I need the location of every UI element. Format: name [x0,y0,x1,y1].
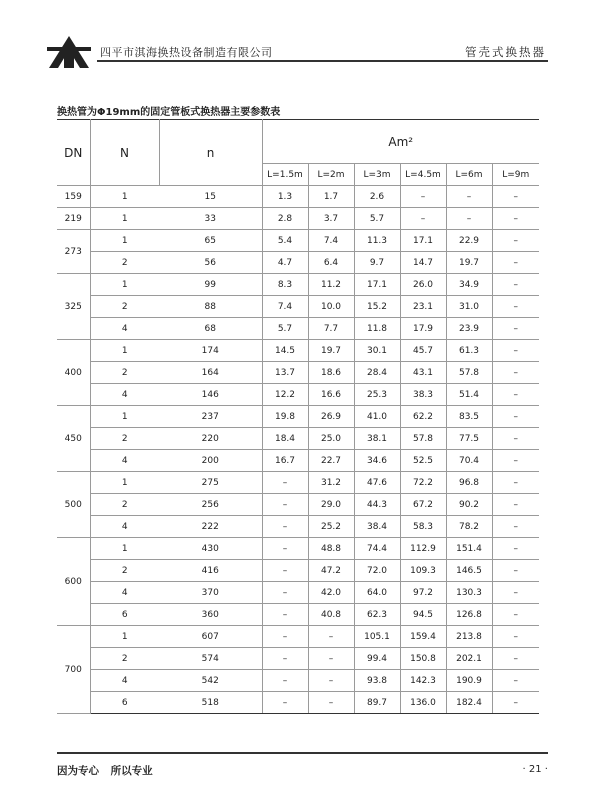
table-cell: 9.7 [354,252,400,274]
table-cell: 1 [90,186,159,208]
table-cell: 275 [159,472,262,494]
table-cell: 222 [159,516,262,538]
table-cell: 15 [159,186,262,208]
table-cell: 182.4 [446,692,492,714]
table-row [57,450,539,472]
table-cell: – [492,406,539,428]
table-cell: 19.8 [262,406,308,428]
table-cell: 2 [90,560,159,582]
table-cell: 1 [90,406,159,428]
table-row [57,384,539,406]
table-cell: 14.5 [262,340,308,362]
table-cell: – [492,538,539,560]
table-cell: 99 [159,274,262,296]
table-cell: – [400,186,446,208]
table-cell: 16.7 [262,450,308,472]
table-cell: – [492,604,539,626]
table-cell: 22.9 [446,230,492,252]
table-cell: 68 [159,318,262,340]
table-cell: 3.7 [308,208,354,230]
table-cell: 26.0 [400,274,446,296]
table-cell: 17.1 [400,230,446,252]
header-dn: DN [57,120,90,186]
header-n-tubes: n [159,120,262,186]
table-cell: 6.4 [308,252,354,274]
table-cell: 99.4 [354,648,400,670]
table-cell: – [400,208,446,230]
table-cell: 8.3 [262,274,308,296]
table-row [57,560,539,582]
table-row [57,626,539,648]
table-cell: 202.1 [446,648,492,670]
table-row [57,428,539,450]
table-cell: 7.7 [308,318,354,340]
table-cell: 2 [90,296,159,318]
header-area: Am² [262,120,539,164]
table-cell: 142.3 [400,670,446,692]
table-cell: – [492,230,539,252]
table-cell: 72.2 [400,472,446,494]
table-cell: 56 [159,252,262,274]
table-cell: 25.2 [308,516,354,538]
table-cell: 15.2 [354,296,400,318]
table-cell: 6 [90,692,159,714]
table-cell: 1.7 [308,186,354,208]
table-cell: 17.1 [354,274,400,296]
table-cell: 136.0 [400,692,446,714]
parameter-table [57,119,539,714]
company-logo [47,34,91,70]
table-cell: – [492,208,539,230]
table-cell: – [492,648,539,670]
dn-cell: 700 [57,626,90,714]
table-cell: – [492,296,539,318]
table-cell: – [446,186,492,208]
table-cell: 44.3 [354,494,400,516]
table-cell: 45.7 [400,340,446,362]
table-cell: 47.6 [354,472,400,494]
table-cell: 34.9 [446,274,492,296]
table-row [57,252,539,274]
table-cell: 220 [159,428,262,450]
table-cell: 25.0 [308,428,354,450]
table-cell: 42.0 [308,582,354,604]
table-cell: 38.3 [400,384,446,406]
table-cell: – [262,604,308,626]
table-cell: 190.9 [446,670,492,692]
table-cell: 12.2 [262,384,308,406]
table-cell: 17.9 [400,318,446,340]
table-cell: 22.7 [308,450,354,472]
table-cell: 7.4 [262,296,308,318]
table-cell: 164 [159,362,262,384]
table-cell: 52.5 [400,450,446,472]
table-cell: 41.0 [354,406,400,428]
header-n-passes: N [90,120,159,186]
table-cell: 25.3 [354,384,400,406]
table-cell: 2 [90,428,159,450]
table-cell: – [492,670,539,692]
dn-cell: 159 [57,186,90,208]
table-cell: – [262,516,308,538]
table-cell: – [492,252,539,274]
table-cell: – [492,318,539,340]
table-cell: 11.2 [308,274,354,296]
table-cell: 112.9 [400,538,446,560]
table-cell: 430 [159,538,262,560]
table-cell: 200 [159,450,262,472]
table-title: 换热管为Φ19mm的固定管板式换热器主要参数表 [57,107,281,118]
table-row [57,340,539,362]
table-cell: 61.3 [446,340,492,362]
table-cell: – [262,538,308,560]
table-cell: – [492,340,539,362]
table-row [57,274,539,296]
table-cell: 105.1 [354,626,400,648]
footer-rule [57,752,548,754]
table-cell: 19.7 [446,252,492,274]
table-cell: 18.6 [308,362,354,384]
table-cell: 416 [159,560,262,582]
table-row [57,318,539,340]
table-cell: 58.3 [400,516,446,538]
table-cell: – [492,472,539,494]
table-cell: 1.3 [262,186,308,208]
table-cell: 78.2 [446,516,492,538]
table-cell: – [262,560,308,582]
table-cell: 16.6 [308,384,354,406]
table-cell: 93.8 [354,670,400,692]
dn-cell: 325 [57,274,90,340]
table-cell: 94.5 [400,604,446,626]
table-cell: – [262,472,308,494]
table-cell: – [492,692,539,714]
table-row [57,406,539,428]
table-cell: 83.5 [446,406,492,428]
table-cell: 109.3 [400,560,446,582]
table-cell: 4 [90,670,159,692]
table-cell: 90.2 [446,494,492,516]
table-cell: 43.1 [400,362,446,384]
table-cell: 1 [90,208,159,230]
table-cell: – [492,362,539,384]
header-length: L=2m [308,164,354,186]
table-cell: 34.6 [354,450,400,472]
table-cell: 4 [90,516,159,538]
table-cell: 40.8 [308,604,354,626]
table-cell: 47.2 [308,560,354,582]
table-cell: – [492,450,539,472]
table-cell: 1 [90,538,159,560]
table-cell: 19.7 [308,340,354,362]
table-cell: 2 [90,252,159,274]
table-cell: 38.1 [354,428,400,450]
table-row [57,692,539,714]
table-cell: 74.4 [354,538,400,560]
table-cell: 51.4 [446,384,492,406]
table-cell: 1 [90,472,159,494]
table-cell: – [492,582,539,604]
dn-cell: 600 [57,538,90,626]
table-cell: 4 [90,384,159,406]
table-cell: 1 [90,340,159,362]
table-cell: – [308,626,354,648]
table-cell: 237 [159,406,262,428]
table-cell: 4.7 [262,252,308,274]
table-cell: 542 [159,670,262,692]
table-row [57,494,539,516]
table-cell: 62.2 [400,406,446,428]
table-cell: 31.2 [308,472,354,494]
table-cell: – [308,648,354,670]
table-cell: 77.5 [446,428,492,450]
parameter-table-container [57,119,539,714]
table-cell: 65 [159,230,262,252]
table-cell: 67.2 [400,494,446,516]
table-cell: 2.6 [354,186,400,208]
table-cell: 28.4 [354,362,400,384]
table-cell: 11.8 [354,318,400,340]
table-cell: 14.7 [400,252,446,274]
table-cell: 146 [159,384,262,406]
table-cell: 146.5 [446,560,492,582]
table-cell: 130.3 [446,582,492,604]
table-cell: 70.4 [446,450,492,472]
header-length: L=3m [354,164,400,186]
table-cell: 6 [90,604,159,626]
table-cell: – [492,494,539,516]
table-cell: – [492,626,539,648]
table-row [57,582,539,604]
table-cell: 89.7 [354,692,400,714]
table-cell: 370 [159,582,262,604]
table-cell: 360 [159,604,262,626]
table-cell: 96.8 [446,472,492,494]
table-cell: 5.7 [354,208,400,230]
table-cell: – [446,208,492,230]
table-cell: 607 [159,626,262,648]
table-cell: – [262,582,308,604]
table-row [57,208,539,230]
table-cell: 213.8 [446,626,492,648]
table-row [57,186,539,208]
dn-cell: 500 [57,472,90,538]
table-cell: – [492,186,539,208]
table-cell: – [492,516,539,538]
table-cell: 33 [159,208,262,230]
table-cell: 5.7 [262,318,308,340]
table-cell: – [492,384,539,406]
header-length: L=9m [492,164,539,186]
table-cell: 1 [90,626,159,648]
page-number: · 21 · [522,764,548,775]
table-cell: 174 [159,340,262,362]
table-cell: 88 [159,296,262,318]
table-cell: – [308,692,354,714]
dn-cell: 400 [57,340,90,406]
table-cell: 11.3 [354,230,400,252]
table-cell: 2 [90,648,159,670]
table-cell: 18.4 [262,428,308,450]
table-cell: 57.8 [400,428,446,450]
table-cell: 10.0 [308,296,354,318]
table-cell: 57.8 [446,362,492,384]
table-row [57,538,539,560]
table-cell: 48.8 [308,538,354,560]
table-row [57,604,539,626]
dn-cell: 219 [57,208,90,230]
table-cell: 23.1 [400,296,446,318]
dn-cell: 273 [57,230,90,274]
table-row [57,362,539,384]
header-rule [97,60,548,62]
table-cell: 7.4 [308,230,354,252]
footer-slogan: 因为专心 所以专业 [57,765,153,777]
table-row [57,472,539,494]
table-cell: 26.9 [308,406,354,428]
table-cell: – [492,274,539,296]
table-cell: 4 [90,450,159,472]
table-cell: 1 [90,230,159,252]
header-length: L=6m [446,164,492,186]
table-cell: 150.8 [400,648,446,670]
table-cell: 5.4 [262,230,308,252]
header-length: L=4.5m [400,164,446,186]
company-name: 四平市淇海换热设备制造有限公司 [100,46,273,59]
table-cell: 4 [90,318,159,340]
table-cell: 2 [90,362,159,384]
table-cell: 38.4 [354,516,400,538]
table-cell: – [308,670,354,692]
table-cell: 2 [90,494,159,516]
table-cell: 256 [159,494,262,516]
header-length: L=1.5m [262,164,308,186]
table-cell: 97.2 [400,582,446,604]
table-cell: – [492,428,539,450]
table-cell: 72.0 [354,560,400,582]
table-cell: – [492,560,539,582]
dn-cell: 450 [57,406,90,472]
table-cell: 23.9 [446,318,492,340]
table-cell: – [262,648,308,670]
table-cell: – [262,626,308,648]
table-row [57,296,539,318]
table-row [57,670,539,692]
table-row [57,516,539,538]
table-cell: 151.4 [446,538,492,560]
table-cell: 13.7 [262,362,308,384]
table-cell: 62.3 [354,604,400,626]
table-row [57,230,539,252]
table-cell: 4 [90,582,159,604]
table-cell: 574 [159,648,262,670]
table-cell: 31.0 [446,296,492,318]
table-cell: – [262,692,308,714]
table-cell: 126.8 [446,604,492,626]
table-row [57,648,539,670]
table-cell: 29.0 [308,494,354,516]
table-cell: 1 [90,274,159,296]
table-cell: – [262,670,308,692]
table-cell: 64.0 [354,582,400,604]
table-cell: 2.8 [262,208,308,230]
product-category: 管壳式换热器 [465,45,546,59]
table-cell: – [262,494,308,516]
table-cell: 159.4 [400,626,446,648]
table-cell: 518 [159,692,262,714]
table-cell: 30.1 [354,340,400,362]
